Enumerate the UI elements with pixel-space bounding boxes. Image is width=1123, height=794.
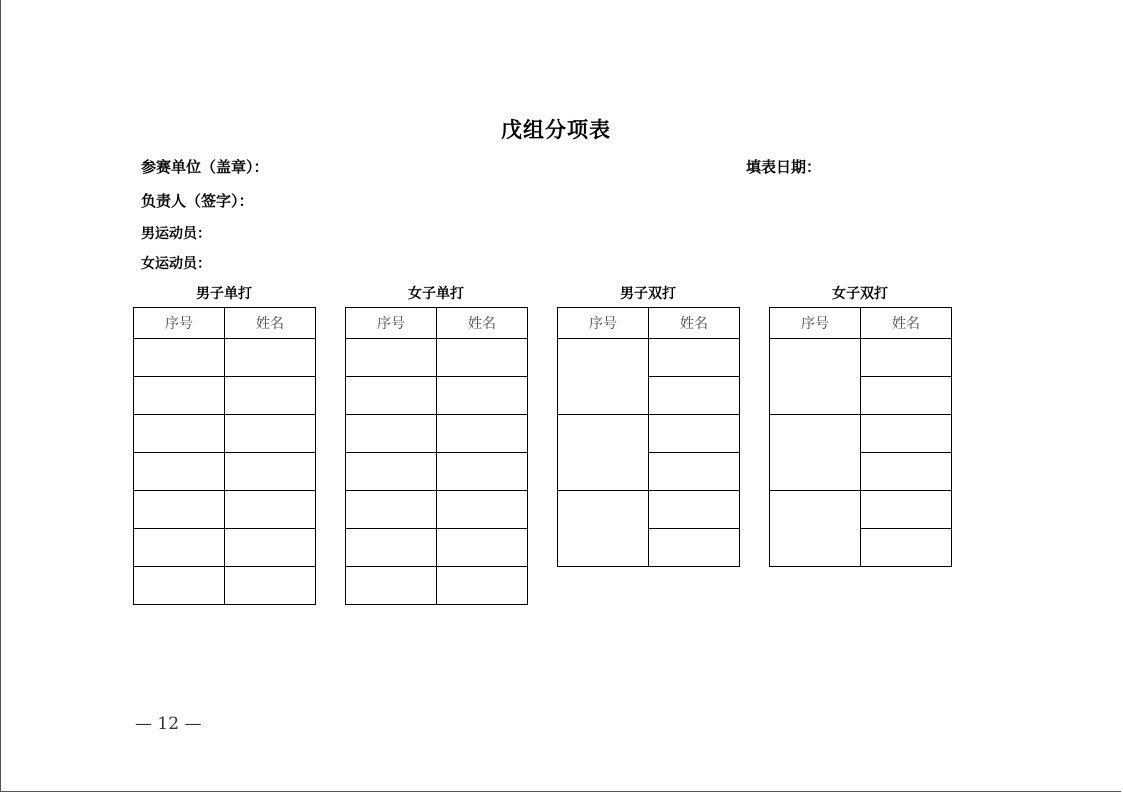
name-cell[interactable] [861, 415, 952, 453]
page-number: — 12 — [135, 714, 202, 734]
person-in-charge-label: 负责人（签字）： [141, 192, 254, 210]
name-cell[interactable] [649, 491, 740, 529]
name-cell[interactable] [861, 529, 952, 567]
name-cell[interactable] [437, 339, 528, 377]
column-header-name: 姓名 [861, 308, 952, 339]
table-header-row [134, 308, 316, 339]
table-header-row [770, 308, 952, 339]
name-cell[interactable] [225, 567, 316, 605]
name-cell[interactable] [649, 453, 740, 491]
male-athletes-label: 男运动员： [141, 226, 211, 242]
name-cell[interactable] [649, 415, 740, 453]
female-athletes-label: 女运动员： [141, 256, 211, 272]
number-cell[interactable] [134, 377, 225, 415]
number-cell[interactable] [134, 567, 225, 605]
event-title-womens-doubles: 女子双打 [832, 286, 888, 302]
name-cell[interactable] [861, 339, 952, 377]
table-row [558, 339, 740, 377]
name-cell[interactable] [649, 529, 740, 567]
pair-number-cell[interactable] [558, 415, 649, 491]
table-row [346, 377, 528, 415]
table-header-row [346, 308, 528, 339]
name-cell[interactable] [225, 377, 316, 415]
name-cell[interactable] [649, 377, 740, 415]
pair-number-cell[interactable] [558, 339, 649, 415]
fill-date-label: 填表日期： [746, 158, 822, 176]
table-row [558, 491, 740, 529]
womens-doubles-table [769, 307, 952, 567]
name-cell[interactable] [225, 453, 316, 491]
event-title-mens-singles: 男子单打 [196, 286, 252, 302]
number-cell[interactable] [346, 339, 437, 377]
name-cell[interactable] [437, 453, 528, 491]
name-cell[interactable] [437, 377, 528, 415]
name-cell[interactable] [225, 491, 316, 529]
number-cell[interactable] [346, 453, 437, 491]
column-header-name: 姓名 [225, 308, 316, 339]
table-row [558, 415, 740, 453]
womens-singles-table [345, 307, 528, 605]
table-row [346, 567, 528, 605]
column-header-number: 序号 [770, 308, 861, 339]
table-row [770, 415, 952, 453]
table-row [346, 339, 528, 377]
event-title-womens-singles: 女子单打 [408, 286, 464, 302]
table-row [770, 491, 952, 529]
number-cell[interactable] [134, 453, 225, 491]
table-row [134, 567, 316, 605]
column-header-number: 序号 [558, 308, 649, 339]
column-header-name: 姓名 [437, 308, 528, 339]
column-header-number: 序号 [134, 308, 225, 339]
table-row [134, 453, 316, 491]
number-cell[interactable] [134, 415, 225, 453]
number-cell[interactable] [346, 529, 437, 567]
name-cell[interactable] [437, 415, 528, 453]
table-row [770, 339, 952, 377]
table-row [134, 339, 316, 377]
pair-number-cell[interactable] [770, 339, 861, 415]
name-cell[interactable] [225, 529, 316, 567]
name-cell[interactable] [649, 339, 740, 377]
name-cell[interactable] [225, 415, 316, 453]
number-cell[interactable] [346, 415, 437, 453]
number-cell[interactable] [346, 491, 437, 529]
table-row [134, 529, 316, 567]
table-row [134, 377, 316, 415]
pair-number-cell[interactable] [770, 491, 861, 567]
table-row [346, 415, 528, 453]
pair-number-cell[interactable] [770, 415, 861, 491]
pair-number-cell[interactable] [558, 491, 649, 567]
table-header-row [558, 308, 740, 339]
page-title: 戊组分项表 [501, 118, 611, 142]
entry-unit-label: 参赛单位（盖章）： [141, 158, 269, 176]
number-cell[interactable] [346, 567, 437, 605]
name-cell[interactable] [861, 377, 952, 415]
column-header-number: 序号 [346, 308, 437, 339]
table-row [346, 453, 528, 491]
number-cell[interactable] [134, 491, 225, 529]
table-row [134, 491, 316, 529]
name-cell[interactable] [861, 491, 952, 529]
table-row [346, 491, 528, 529]
mens-singles-table [133, 307, 316, 605]
name-cell[interactable] [437, 567, 528, 605]
table-row [346, 529, 528, 567]
event-title-mens-doubles: 男子双打 [620, 286, 676, 302]
name-cell[interactable] [225, 339, 316, 377]
number-cell[interactable] [134, 529, 225, 567]
name-cell[interactable] [437, 529, 528, 567]
name-cell[interactable] [861, 453, 952, 491]
name-cell[interactable] [437, 491, 528, 529]
column-header-name: 姓名 [649, 308, 740, 339]
number-cell[interactable] [134, 339, 225, 377]
number-cell[interactable] [346, 377, 437, 415]
mens-doubles-table [557, 307, 740, 567]
table-row [134, 415, 316, 453]
